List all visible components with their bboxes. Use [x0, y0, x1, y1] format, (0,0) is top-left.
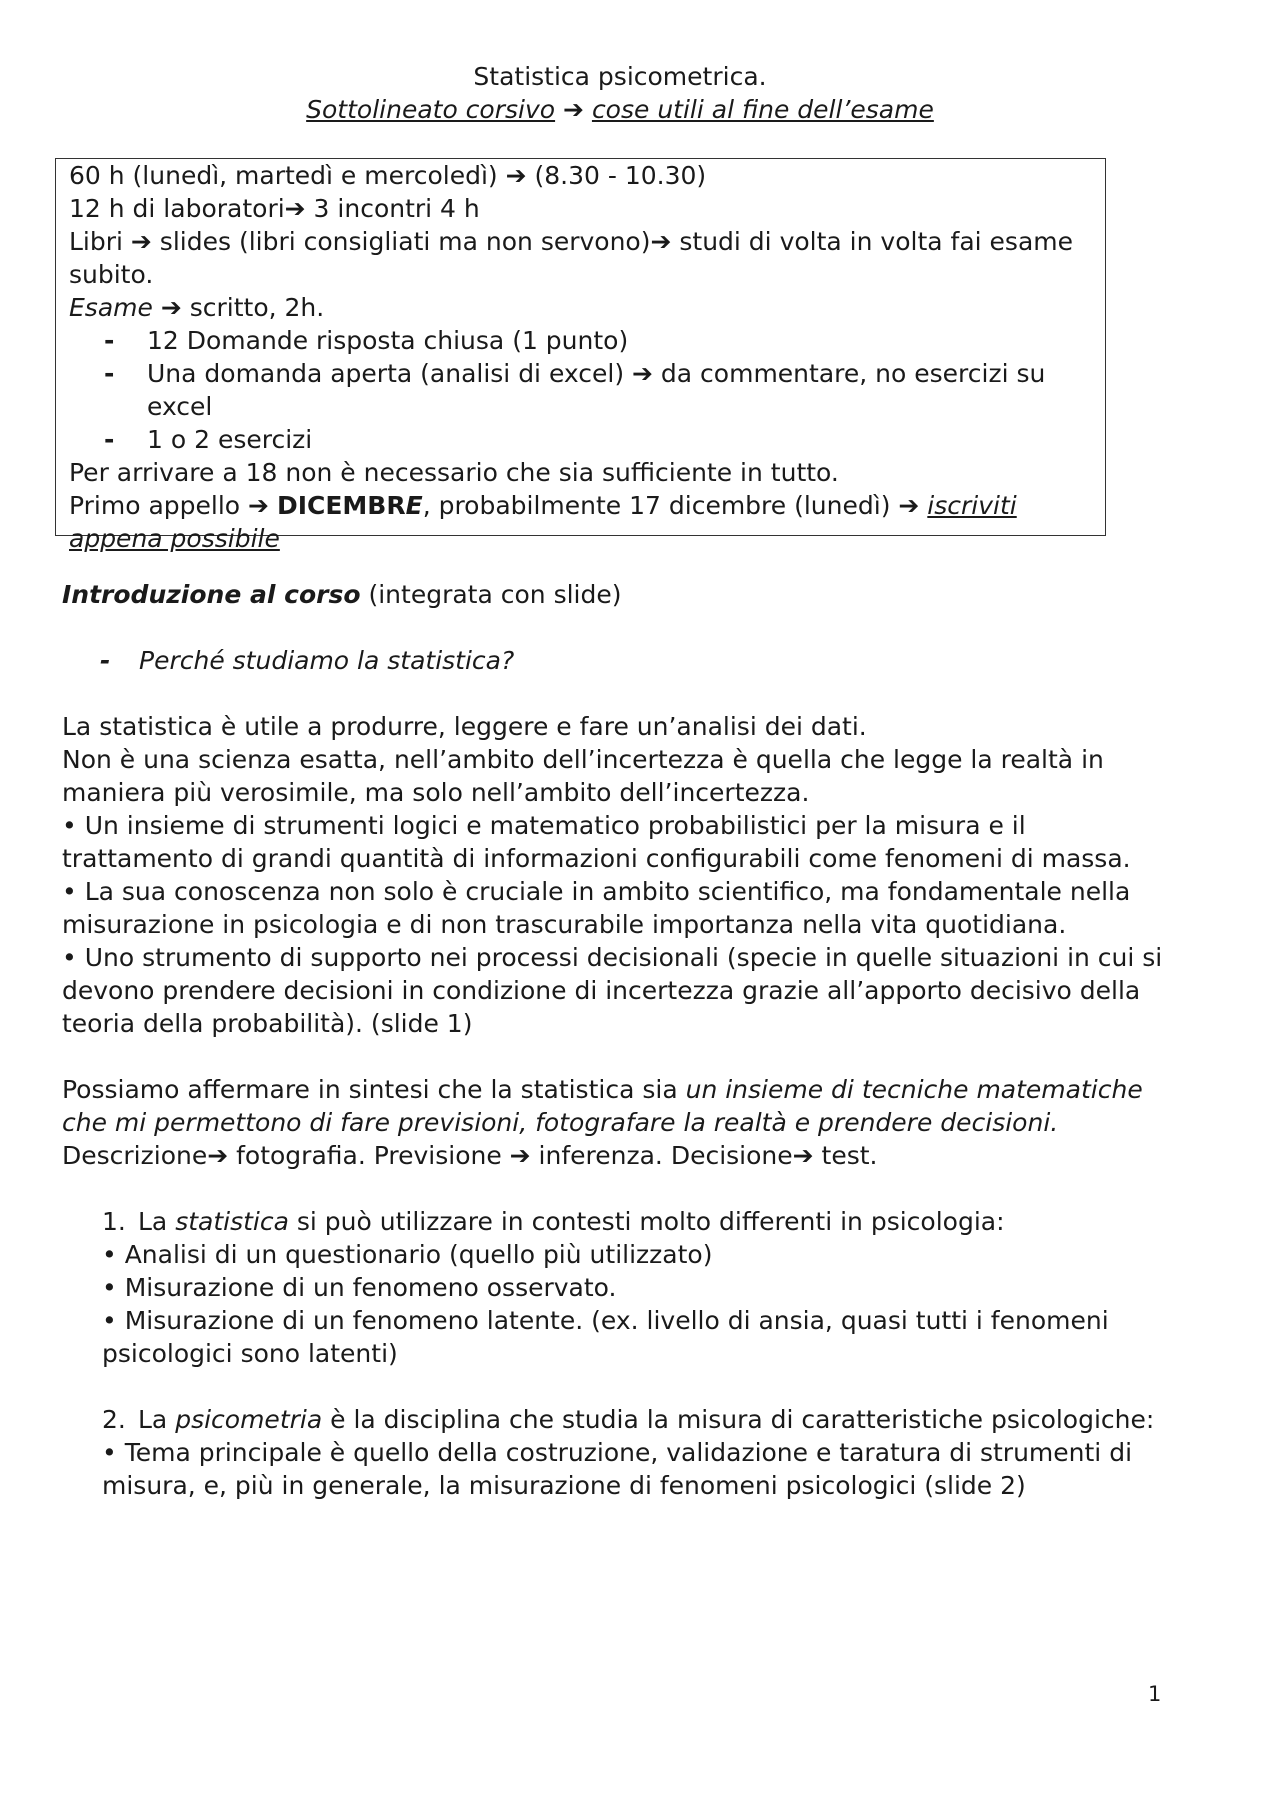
item-term: statistica: [175, 1207, 289, 1236]
sub-bullet: • Tema principale è quello della costruzione, validazione e taratura di strumenti di misura, e, più in generale, la misurazione di fenomeni psicologici (slide 2): [102, 1438, 1133, 1500]
list-item: [69, 324, 1091, 357]
page-number: 1: [1148, 1682, 1162, 1706]
list-item-text: 1 o 2 esercizi: [147, 425, 313, 454]
exam-label: Esame: [69, 293, 153, 322]
lab-line: 12 h di laboratori➔ 3 incontri 4 h: [69, 194, 480, 223]
legend-left: Sottolineato corsivo: [306, 95, 556, 124]
dash-bullet: -: [100, 646, 111, 675]
exam-line: [69, 291, 1091, 324]
question-text: Perché studiamo la statistica?: [139, 646, 515, 675]
section-note: (integrata con slide): [360, 580, 622, 609]
schedule-line: 60 h (lunedì, martedì e mercoledì) ➔ (8.30 - 10.30): [69, 161, 707, 190]
summary-plain: Possiamo affermare in sintesi che la statistica sia: [62, 1075, 686, 1104]
section-title: Introduzione al corso: [62, 580, 361, 609]
page-header: [0, 60, 1240, 126]
document-title: Statistica psicometrica.: [473, 62, 767, 91]
sub-bullet: • Misurazione di un fenomeno latente. (ex. livello di ansia, quasi tutti i fenomeni psicologici sono latenti): [102, 1306, 1109, 1368]
appello-month: DICEMBR: [276, 491, 406, 520]
appello-note: iscriviti appena possibile: [69, 491, 1017, 553]
item-number: 1.: [102, 1207, 126, 1236]
paragraph: Non è una scienza esatta, nell’ambito dell’incertezza è quella che legge la realtà in maniera più verosimile, ma solo nell’ambito dell’incertezza.: [62, 745, 1104, 807]
numbered-item: [62, 1403, 1172, 1436]
appello-prefix: Primo appello ➔: [69, 491, 277, 520]
arrow-icon: ➔: [563, 95, 584, 124]
legend-line: [0, 93, 1240, 126]
summary-italic: un insieme di tecniche matematiche che mi permettono di fare previsioni, fotografare la realtà e prendere decisioni.: [62, 1075, 1143, 1137]
dash-bullet: -: [104, 425, 115, 454]
pass-line: Per arrivare a 18 non è necessario che sia sufficiente in tutto.: [69, 458, 839, 487]
section-heading: [62, 578, 1172, 611]
appello-mid: , probabilmente 17 dicembre (lunedì) ➔: [422, 491, 928, 520]
books-line: Libri ➔ slides (libri consigliati ma non servono)➔ studi di volta in volta fai esame subito.: [69, 227, 1073, 289]
question-item: [62, 644, 1172, 677]
item-term: psicometria: [175, 1405, 323, 1434]
list-item: [69, 423, 1091, 456]
main-text: [62, 578, 1172, 1502]
sub-bullet: • Analisi di un questionario (quello più utilizzato): [102, 1240, 713, 1269]
item-pre: La: [138, 1207, 176, 1236]
dash-bullet: -: [104, 359, 115, 388]
item-number: 2.: [102, 1405, 126, 1434]
bullet-paragraph: • Uno strumento di supporto nei processi decisionali (specie in quelle situazioni in cui si devono prendere decisioni in condizione di incertezza grazie all’apporto decisivo della teoria della probabilità). (slide 1): [62, 943, 1163, 1038]
summary-paragraph: [62, 1073, 1172, 1139]
list-item: [69, 357, 1091, 423]
appello-month-end: E: [405, 491, 423, 520]
exam-text: ➔ scritto, 2h.: [152, 293, 325, 322]
item-post: è la disciplina che studia la misura di caratteristiche psicologiche:: [322, 1405, 1155, 1434]
paragraph: La statistica è utile a produrre, leggere e fare un’analisi dei dati.: [62, 712, 867, 741]
list-item-text: 12 Domande risposta chiusa (1 punto): [147, 326, 629, 355]
course-info-box: [55, 158, 1106, 553]
bullet-paragraph: • Un insieme di strumenti logici e matematico probabilistici per la misura e il trattamento di grandi quantità di informazioni configurabili come fenomeni di massa.: [62, 811, 1131, 873]
appello-line: [69, 489, 1091, 555]
list-item-text: Una domanda aperta (analisi di excel) ➔ da commentare, no esercizi su excel: [147, 359, 1046, 421]
item-post: si può utilizzare in contesti molto differenti in psicologia:: [288, 1207, 1005, 1236]
dash-bullet: -: [104, 326, 115, 355]
numbered-item: [62, 1205, 1172, 1238]
legend-right: cose utili al fine dell’esame: [591, 95, 934, 124]
bullet-paragraph: • La sua conoscenza non solo è cruciale in ambito scientifico, ma fondamentale nella misurazione in psicologia e di non trascurabile importanza nella vita quotidiana.: [62, 877, 1131, 939]
description-line: Descrizione➔ fotografia. Previsione ➔ inferenza. Decisione➔ test.: [62, 1141, 878, 1170]
sub-bullet: • Misurazione di un fenomeno osservato.: [102, 1273, 617, 1302]
item-pre: La: [138, 1405, 176, 1434]
